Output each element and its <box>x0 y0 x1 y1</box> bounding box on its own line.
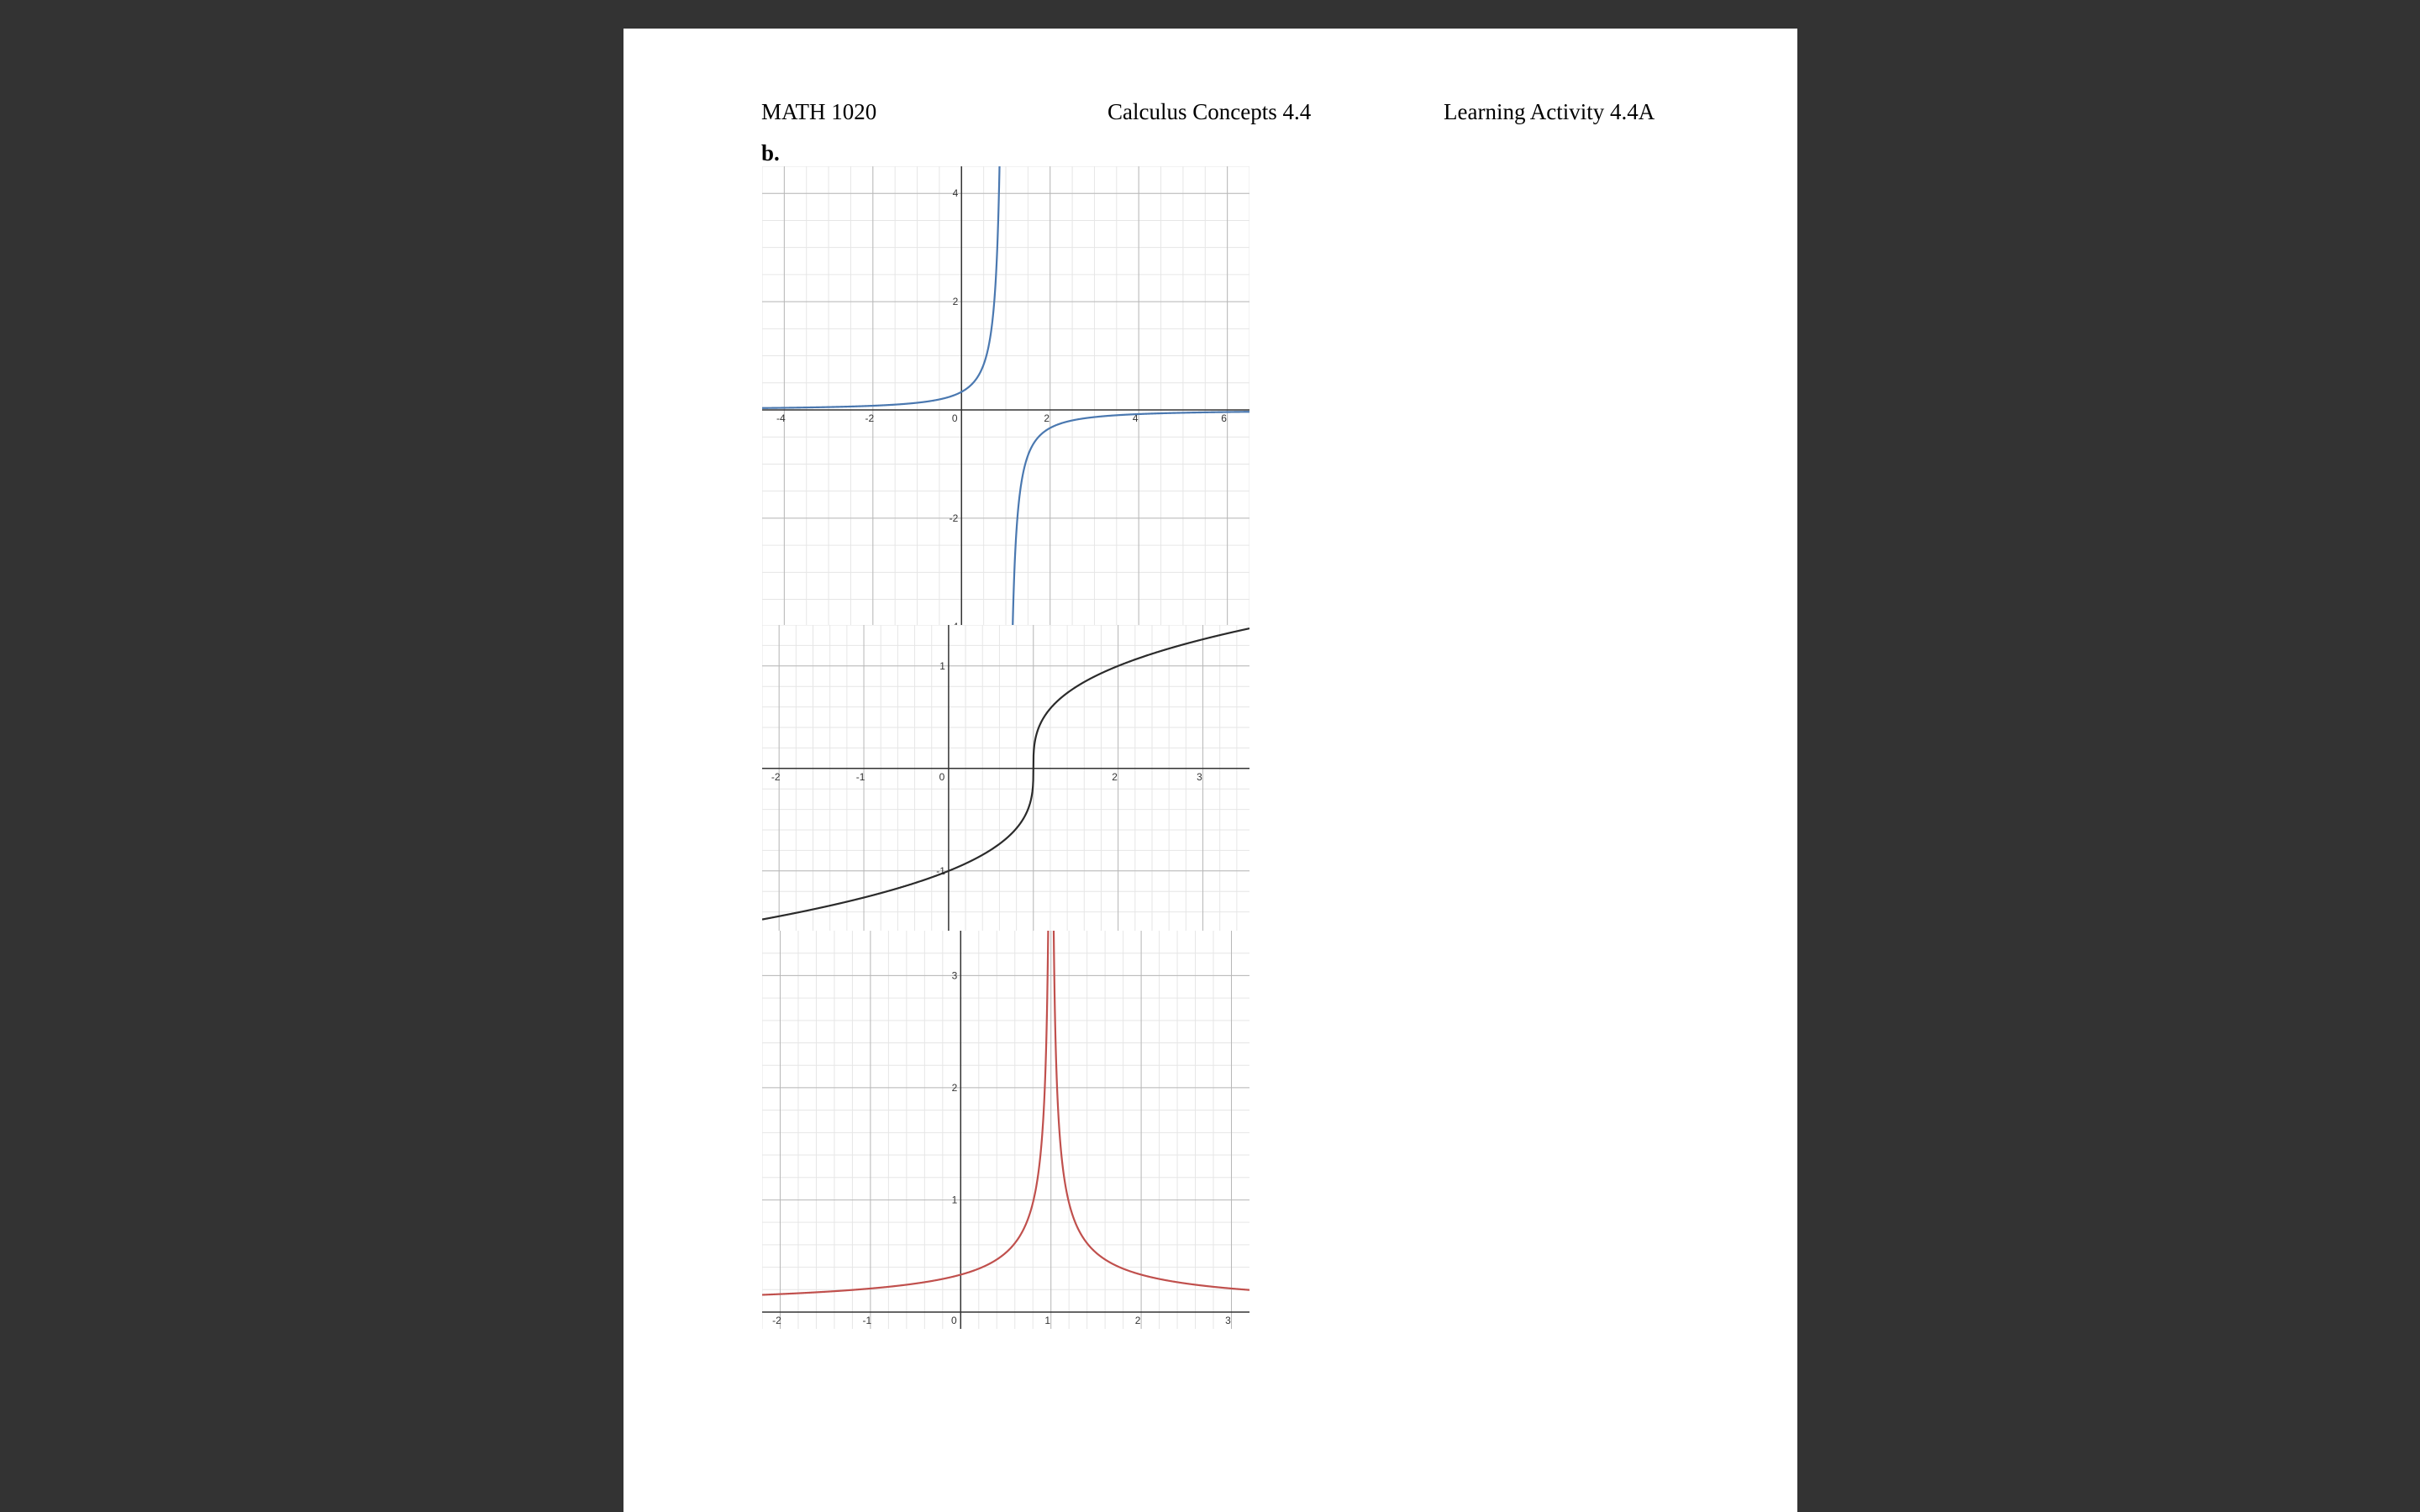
x-tick-label: -1 <box>862 1314 872 1326</box>
curve-segment-0 <box>762 166 1006 408</box>
y-tick-label: 1 <box>939 659 945 672</box>
x-tick-label: 3 <box>1197 770 1202 783</box>
graph-middle-svg <box>762 625 1249 932</box>
x-tick-label: -1 <box>855 770 865 783</box>
x-tick-label: 0 <box>939 770 945 783</box>
y-tick-label: 3 <box>951 969 958 982</box>
y-tick-label: 4 <box>952 187 959 200</box>
graph-derivative-top <box>762 166 1249 654</box>
x-tick-label: 3 <box>1225 1314 1231 1326</box>
x-tick-label: 0 <box>951 412 958 424</box>
curve-segment-1 <box>1006 412 1249 654</box>
course-title: MATH 1020 <box>761 99 877 124</box>
document-page <box>623 29 1797 1512</box>
x-tick-label: 2 <box>1134 1314 1141 1326</box>
y-tick-label: 2 <box>952 296 959 308</box>
y-tick-label: 1 <box>951 1194 958 1206</box>
x-tick-label: -4 <box>776 412 786 424</box>
curve-segment-0 <box>762 628 1249 919</box>
x-tick-label: 4 <box>1132 412 1139 424</box>
graph-top-svg <box>762 166 1249 654</box>
x-tick-label: 2 <box>1112 770 1118 783</box>
y-tick-label: -1 <box>936 864 945 877</box>
section-title: Calculus Concepts 4.4 <box>1107 99 1312 124</box>
x-tick-label: 0 <box>950 1314 957 1326</box>
graph-derivative-bottom <box>762 931 1249 1329</box>
x-tick-label: -2 <box>771 770 781 783</box>
x-tick-label: 1 <box>1044 1314 1051 1326</box>
x-tick-label: -2 <box>772 1314 781 1326</box>
y-tick-label: 2 <box>951 1081 958 1094</box>
x-tick-label: -2 <box>865 412 875 424</box>
graph-bottom-svg <box>762 931 1249 1329</box>
part-label: b. <box>761 140 780 165</box>
graph-function-middle <box>762 625 1249 932</box>
y-tick-label: -2 <box>949 512 959 524</box>
x-tick-label: 2 <box>1044 412 1050 424</box>
x-tick-label: 6 <box>1221 412 1227 424</box>
activity-title: Learning Activity 4.4A <box>1444 99 1655 124</box>
